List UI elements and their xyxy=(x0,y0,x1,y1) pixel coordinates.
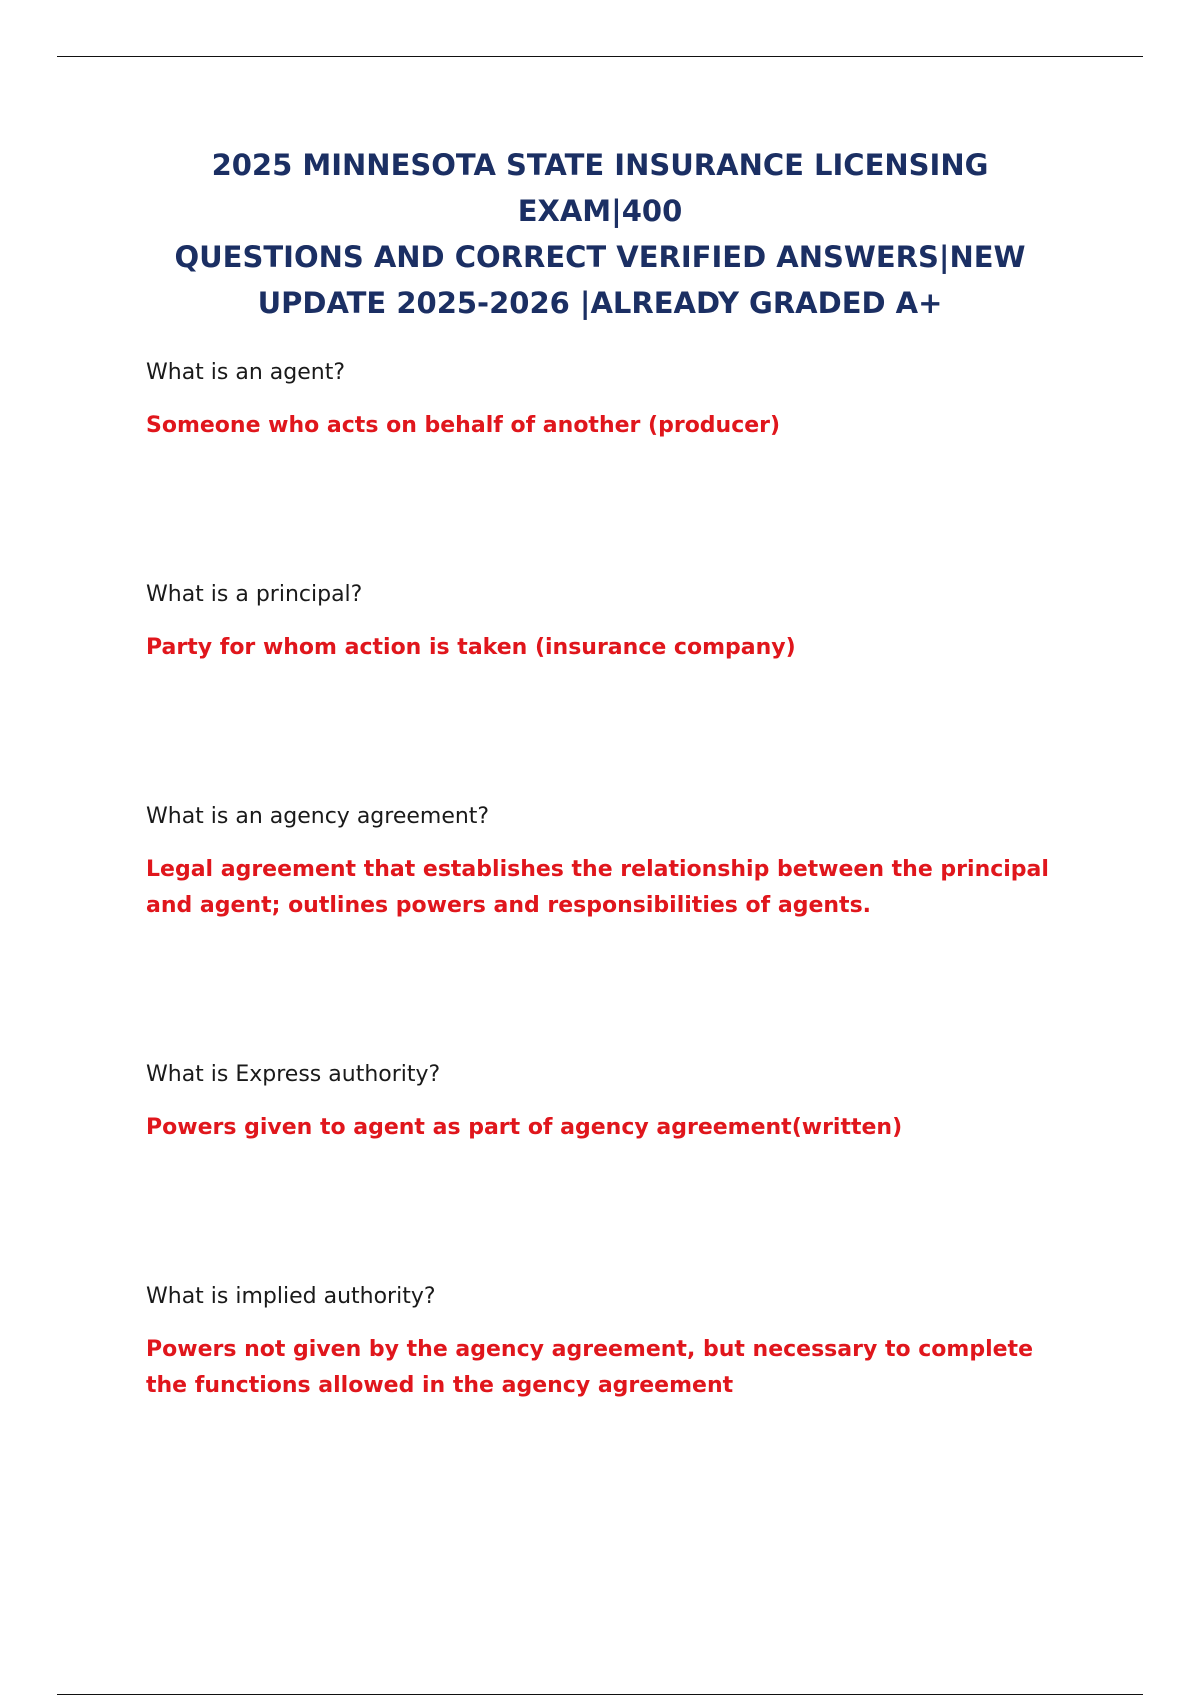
answer-text: Someone who acts on behalf of another (producer) xyxy=(146,413,781,438)
qa-item xyxy=(146,1282,1076,1404)
qa-item xyxy=(146,1060,1076,1146)
qa-item xyxy=(146,358,1076,444)
header-rule xyxy=(57,56,1143,57)
answer-text: Powers given to agent as part of agency agreement(written) xyxy=(146,1115,903,1140)
title-line: 2025 MINNESOTA STATE INSURANCE LICENSING EXAM|400 xyxy=(211,148,989,228)
title-line: UPDATE 2025-2026 |ALREADY GRADED A+ xyxy=(257,286,943,320)
answer-text: Legal agreement that establishes the relationship between the principal and agent; outlines powers and responsibilities of agents. xyxy=(146,857,1049,918)
question-text: What is implied authority? xyxy=(146,1284,436,1309)
document-title xyxy=(130,142,1070,326)
qa-item xyxy=(146,802,1076,924)
question-text: What is an agency agreement? xyxy=(146,804,490,829)
question-text: What is Express authority? xyxy=(146,1062,441,1087)
answer-text: Party for whom action is taken (insurance company) xyxy=(146,635,796,660)
footer-rule xyxy=(57,1694,1143,1695)
question-text: What is an agent? xyxy=(146,360,346,385)
question-text: What is a principal? xyxy=(146,582,363,607)
qa-item xyxy=(146,580,1076,666)
title-line: QUESTIONS AND CORRECT VERIFIED ANSWERS|NEW xyxy=(174,240,1026,274)
answer-text: Powers not given by the agency agreement, but necessary to complete the functions allowed in the agency agreement xyxy=(146,1337,1033,1398)
